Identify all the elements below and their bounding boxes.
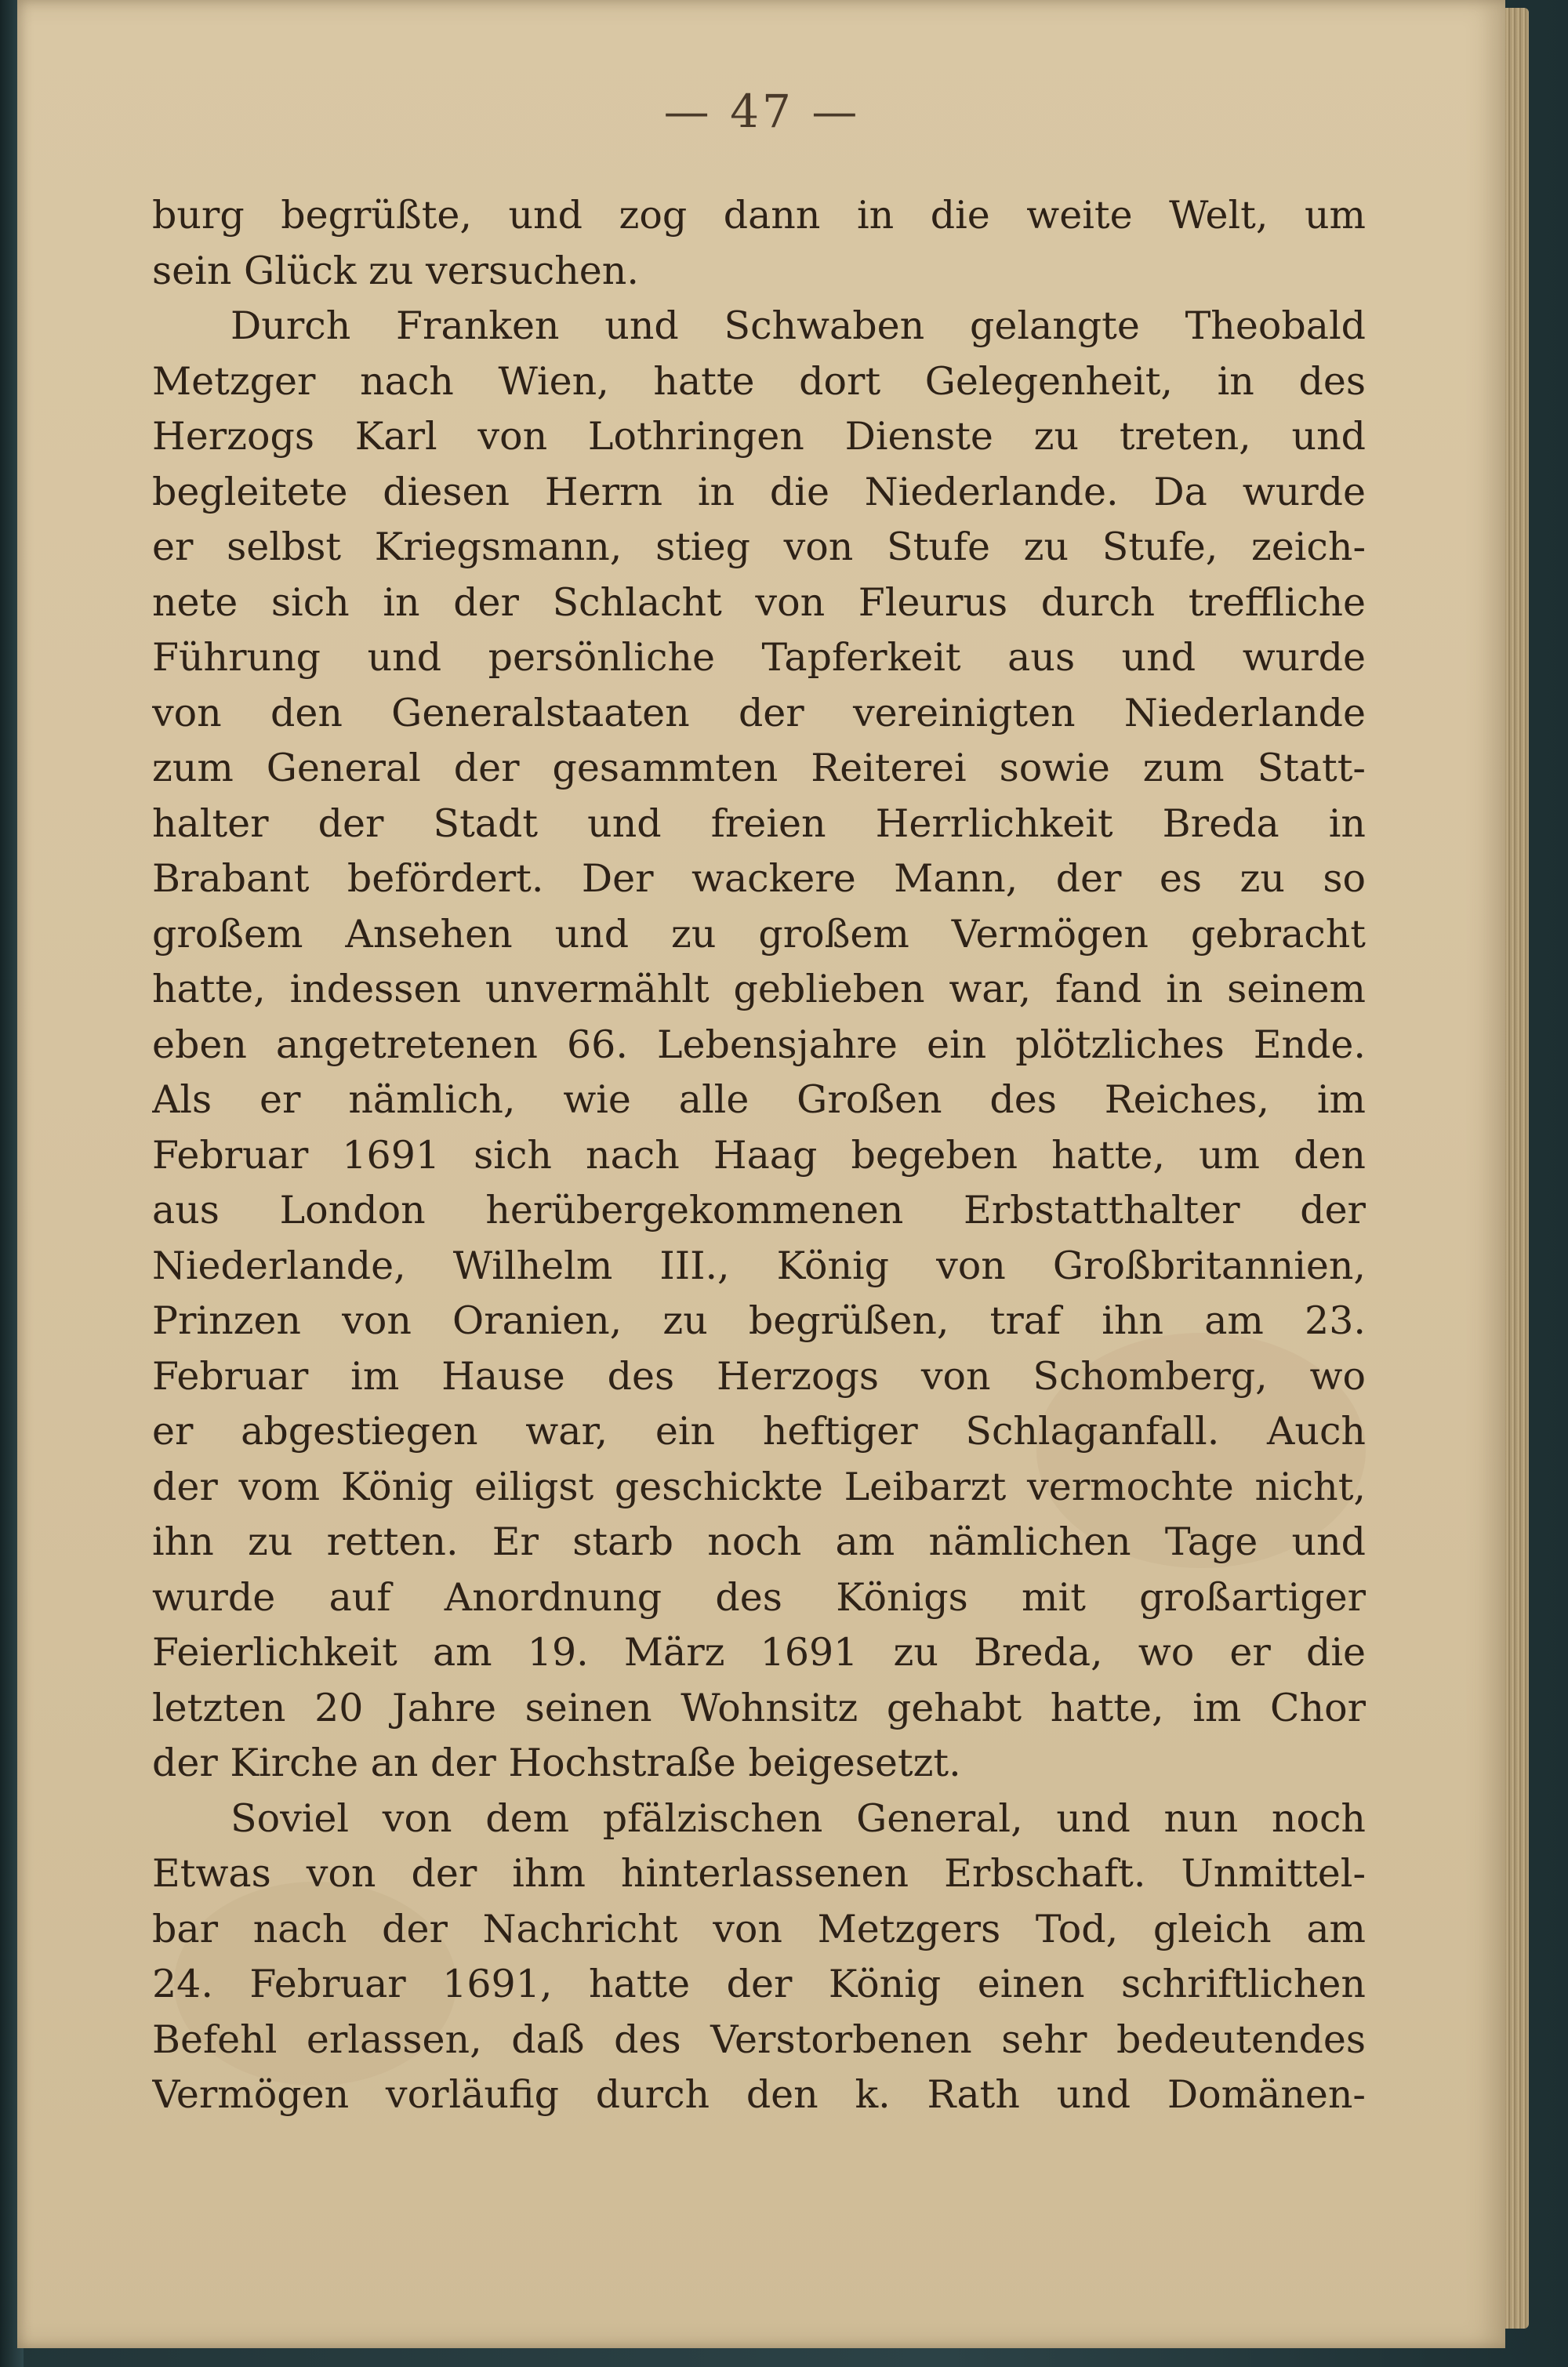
text-line: sein Glück zu versuchen. <box>152 248 639 293</box>
text-line: von den Generalstaaten der vereinigten Niederlande <box>152 690 1366 735</box>
paper-page <box>17 0 1505 2348</box>
text-line: burg begrüßte, und zog dann in die weite Welt, um <box>152 193 1366 238</box>
text-line: Metzger nach Wien, hatte dort Gelegenheit, in des <box>152 358 1366 404</box>
text-line: halter der Stadt und freien Herrlichkeit Breda in <box>152 800 1366 846</box>
text-line: Soviel von dem pfälzischen General, und nun noch <box>230 1795 1366 1841</box>
text-line: hatte, indessen unvermählt geblieben war, fand in seinem <box>152 967 1366 1011</box>
text-line: zum General der gesammten Reiterei sowie zum Statt- <box>152 746 1366 790</box>
page-edges <box>1505 8 1529 2329</box>
text-line: er selbst Kriegsmann, stieg von Stufe zu Stufe, zeich- <box>152 525 1366 569</box>
text-line: Herzogs Karl von Lothringen Dienste zu treten, und <box>152 414 1366 459</box>
text-line: nete sich in der Schlacht von Fleurus durch treffliche <box>152 579 1366 625</box>
text-line: bar nach der Nachricht von Metzgers Tod, gleich am <box>152 1906 1366 1951</box>
text-line: Als er nämlich, wie alle Großen des Reiches, im <box>152 1077 1366 1122</box>
page-number: — 47 — <box>663 85 861 138</box>
text-line: 24. Februar 1691, hatte der König einen schriftlichen <box>152 1962 1366 2006</box>
text-line: Durch Franken und Schwaben gelangte Theobald <box>230 303 1366 348</box>
text-line: Brabant befördert. Der wackere Mann, der es zu so <box>152 856 1366 901</box>
text-line: begleitete diesen Herrn in die Niederlande. Da wurde <box>152 469 1366 514</box>
text-line: Februar 1691 sich nach Haag begeben hatte, um den <box>152 1132 1366 1178</box>
text-line: Prinzen von Oranien, zu begrüßen, traf ihn am 23. <box>152 1298 1366 1343</box>
text-line: Vermögen vorläufig durch den k. Rath und Domänen- <box>152 2072 1366 2117</box>
text-line: eben angetretenen 66. Lebensjahre ein plötzliches Ende. <box>152 1022 1366 1067</box>
text-line: ihn zu retten. Er starb noch am nämlichen Tage und <box>152 1519 1366 1564</box>
text-line: Februar im Hause des Herzogs von Schomberg, wo <box>152 1353 1366 1399</box>
text-line: großem Ansehen und zu großem Vermögen gebracht <box>152 911 1366 957</box>
text-line: der vom König eiligst geschickte Leibarzt vermochte nicht, <box>152 1464 1366 1509</box>
text-line: er abgestiegen war, ein heftiger Schlaganfall. Auch <box>152 1409 1366 1454</box>
text-line: Feierlichkeit am 19. März 1691 zu Breda, wo er die <box>152 1630 1366 1675</box>
text-line: Niederlande, Wilhelm III., König von Großbritannien, <box>152 1243 1366 1288</box>
text-line: aus London herübergekommenen Erbstatthalter der <box>152 1188 1366 1233</box>
text-line: der Kirche an der Hochstraße beigesetzt. <box>152 1741 961 1785</box>
text-line: Befehl erlassen, daß des Verstorbenen sehr bedeutendes <box>152 2017 1366 2062</box>
text-line: wurde auf Anordnung des Königs mit großartiger <box>152 1574 1366 1620</box>
body-text <box>152 188 1366 2123</box>
text-line: Führung und persönliche Tapferkeit aus und wurde <box>152 635 1366 680</box>
text-line: letzten 20 Jahre seinen Wohnsitz gehabt hatte, im Chor <box>152 1685 1366 1730</box>
text-line: Etwas von der ihm hinterlassenen Erbschaft. Unmittel- <box>152 1851 1366 1896</box>
